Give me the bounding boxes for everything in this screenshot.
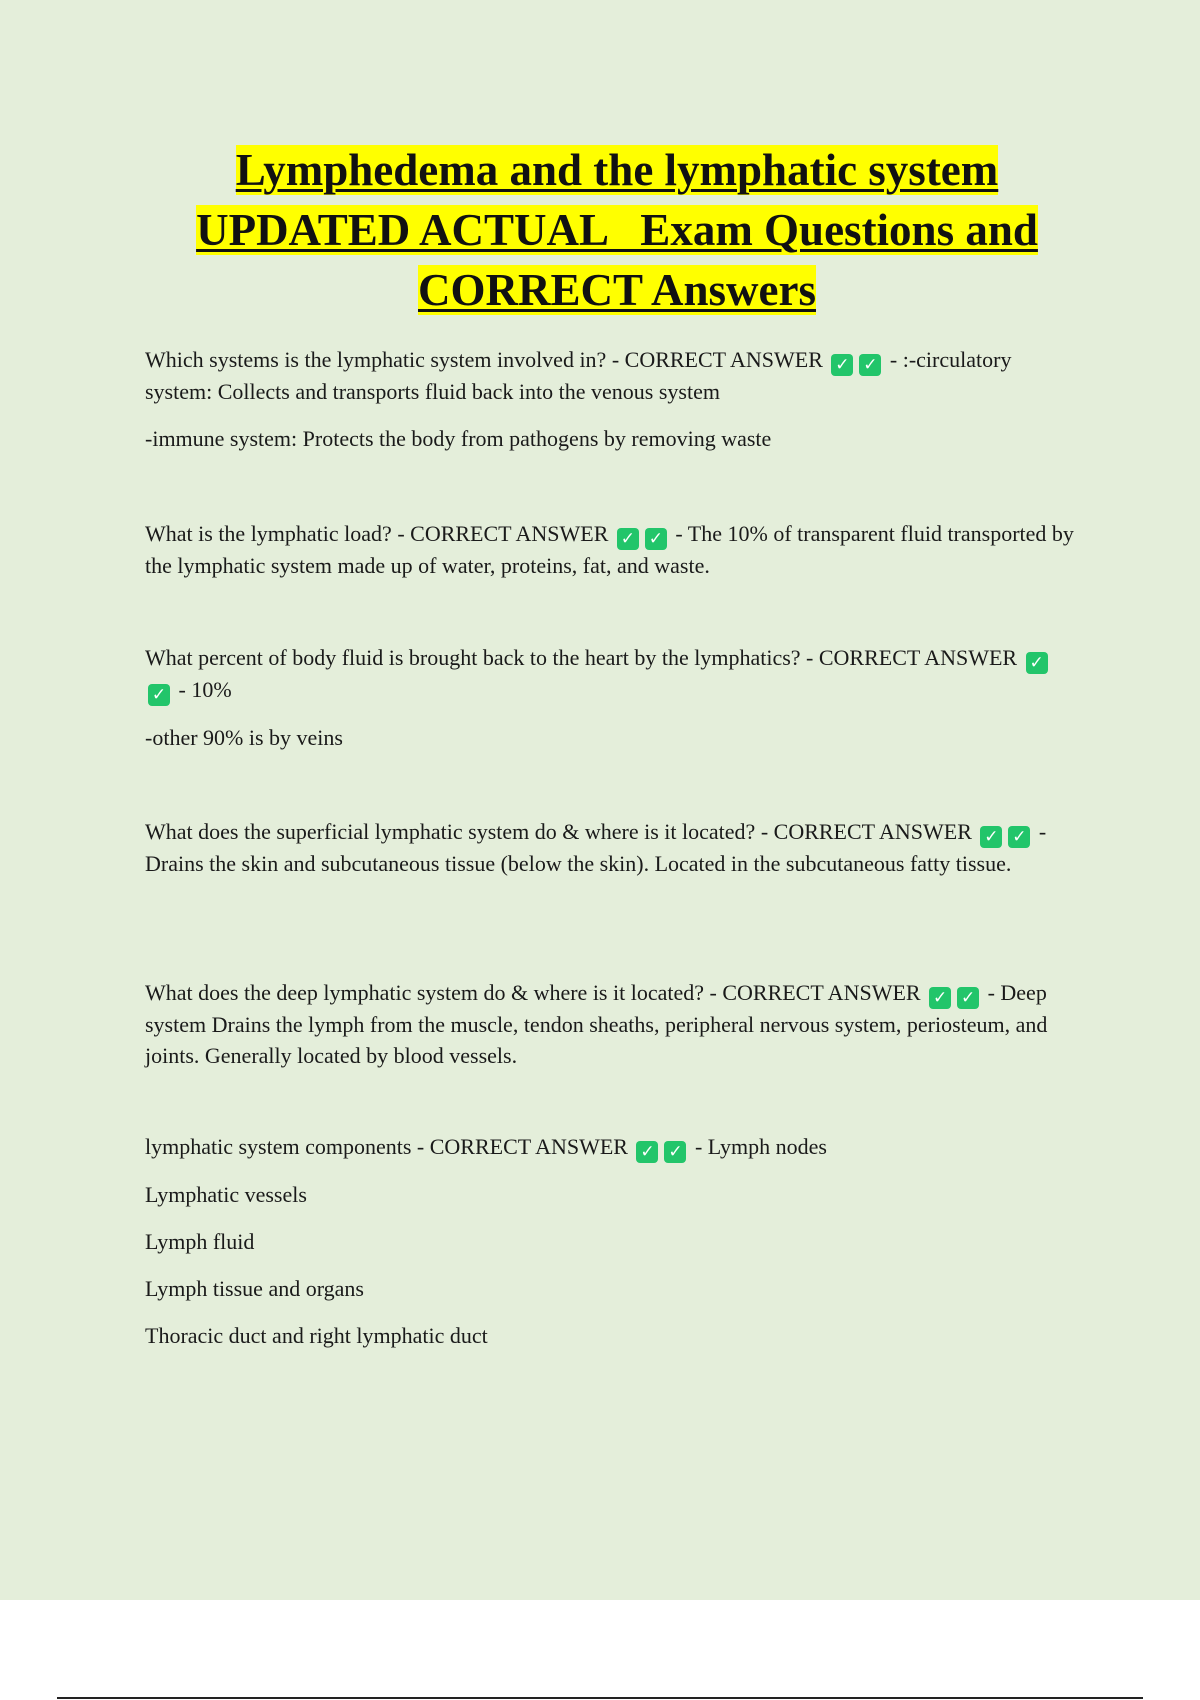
question-text: Which systems is the lymphatic system involved in? - CORRECT ANSWER	[145, 347, 823, 372]
qa-item	[145, 977, 1075, 1071]
answer-text: Lymphatic vessels	[145, 1182, 307, 1207]
qa-item	[145, 816, 1075, 879]
question-text: lymphatic system components - CORRECT ANSWER	[145, 1134, 628, 1159]
check-mark-icon: ✓	[957, 987, 979, 1009]
answer-text: Lymph tissue and organs	[145, 1276, 364, 1301]
check-mark-icon: ✓	[645, 528, 667, 550]
qa-paragraph	[145, 977, 1075, 1071]
qa-paragraph	[145, 1179, 1075, 1210]
question-text: What is the lymphatic load? - CORRECT ANSWER	[145, 521, 609, 546]
title-line-text: UPDATED ACTUAL Exam Questions and	[196, 205, 1038, 255]
answer-text: -other 90% is by veins	[145, 725, 343, 750]
answer-text: -immune system: Protects the body from pathogens by removing waste	[145, 426, 772, 451]
answer-text: Lymph fluid	[145, 1229, 255, 1254]
qa-paragraph	[145, 1320, 1075, 1351]
answer-text: Thoracic duct and right lymphatic duct	[145, 1323, 488, 1348]
check-mark-icon: ✓	[980, 826, 1002, 848]
answer-text: - :-circulatory system: Collects and transports fluid back into the venous system	[145, 347, 1012, 404]
check-mark-icon: ✓	[1008, 826, 1030, 848]
answer-text: - Lymph nodes	[694, 1134, 827, 1159]
qa-item	[145, 1131, 1075, 1351]
check-mark-icon: ✓	[617, 528, 639, 550]
check-mark-icon: ✓	[148, 684, 170, 706]
qa-paragraph	[145, 642, 1075, 706]
qa-paragraph	[145, 816, 1075, 879]
qa-paragraph	[145, 722, 1075, 753]
check-mark-icon: ✓	[859, 354, 881, 376]
check-mark-icon: ✓	[664, 1141, 686, 1163]
qa-paragraph	[145, 344, 1075, 407]
answer-text: - Drains the skin and subcutaneous tissue (below the skin). Located in the subcutaneous fatty tissue.	[145, 819, 1047, 876]
answer-text: - 10%	[178, 677, 232, 702]
check-mark-icon: ✓	[831, 354, 853, 376]
question-text: What percent of body fluid is brought back to the heart by the lymphatics? - CORRECT ANSWER	[145, 645, 1018, 670]
title-line-text: CORRECT Answers	[418, 265, 816, 315]
qa-paragraph	[145, 1273, 1075, 1304]
qa-paragraph	[145, 1131, 1075, 1163]
title-line	[145, 260, 1089, 320]
answer-text: - The 10% of transparent fluid transported by the lymphatic system made up of water, proteins, fat, and waste.	[145, 521, 1074, 578]
check-mark-icon: ✓	[636, 1141, 658, 1163]
check-mark-icon: ✓	[929, 987, 951, 1009]
check-mark-icon: ✓	[1026, 652, 1048, 674]
question-text: What does the superficial lymphatic system do & where is it located? - CORRECT ANSWER	[145, 819, 972, 844]
qa-item	[145, 642, 1075, 753]
title-line	[145, 140, 1089, 200]
answer-text: - Deep system Drains the lymph from the muscle, tendon sheaths, peripheral nervous system, periosteum, and joints. Generally located by blood vessels.	[145, 980, 1048, 1068]
footer-divider	[57, 1697, 1143, 1699]
document-title	[145, 140, 1089, 320]
qa-item	[145, 344, 1075, 454]
title-line	[145, 200, 1089, 260]
title-line-text: Lymphedema and the lymphatic system	[235, 145, 999, 195]
qa-item	[145, 518, 1075, 581]
question-text: What does the deep lymphatic system do & where is it located? - CORRECT ANSWER	[145, 980, 921, 1005]
qa-paragraph	[145, 518, 1075, 581]
qa-paragraph	[145, 423, 1075, 454]
qa-paragraph	[145, 1226, 1075, 1257]
